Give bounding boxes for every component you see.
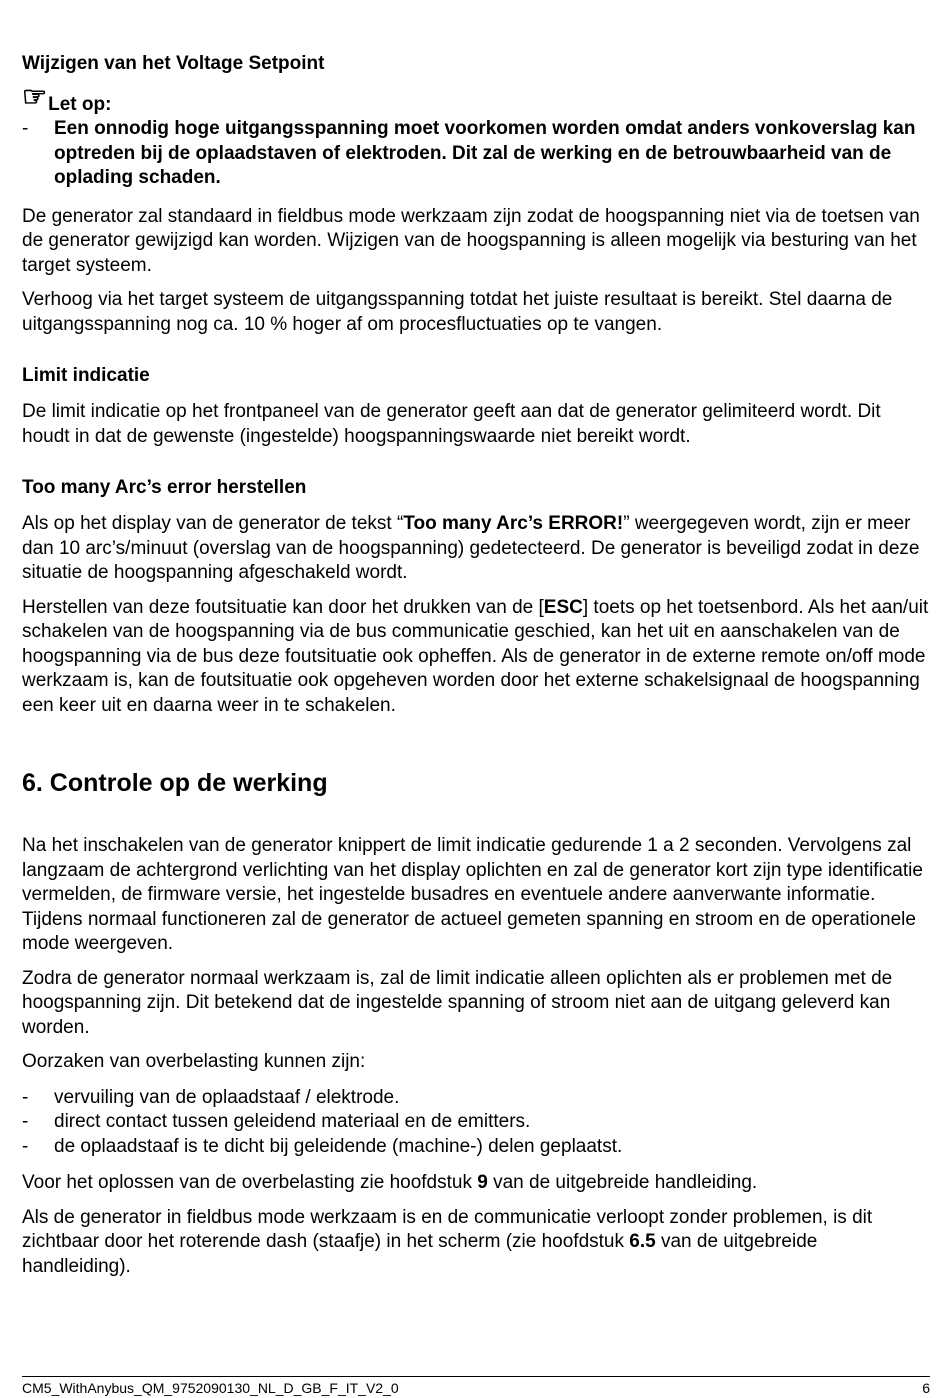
text-run: Voor het oplossen van de overbelasting zie hoofdstuk xyxy=(22,1172,478,1193)
page-footer xyxy=(22,1376,930,1398)
list-item xyxy=(22,1110,930,1135)
causes-list xyxy=(22,1086,930,1160)
note-list xyxy=(22,117,930,191)
note-item xyxy=(22,117,930,191)
list-dash: - xyxy=(22,1135,29,1157)
document-page xyxy=(22,52,930,1279)
error-message-text: Too many Arc’s ERROR! xyxy=(403,513,624,534)
list-item-text: de oplaadstaaf is te dicht bij geleidende (machine-) delen geplaatst. xyxy=(54,1135,623,1157)
section-heading-limit-indicatie: Limit indicatie xyxy=(22,365,150,386)
document-id: CM5_WithAnybus_QM_9752090130_NL_D_GB_F_IT_V2_0 xyxy=(22,1380,399,1396)
esc-key-text: ESC xyxy=(543,596,583,618)
list-dash: - xyxy=(22,1111,29,1132)
page-number: 6 xyxy=(922,1380,930,1396)
paragraph xyxy=(22,596,930,719)
section-heading-voltage-setpoint: Wijzigen van het Voltage Setpoint xyxy=(22,53,325,74)
paragraph: Oorzaken van overbelasting kunnen zijn: xyxy=(22,1051,366,1072)
paragraph: De generator zal standaard in fieldbus mode werkzaam zijn zodat de hoogspanning niet via de toetsen van de generator gewijzigd kan worden. Wijzigen van de hoogspanning is alleen mogelijk via besturing van het target systeem. xyxy=(22,205,920,276)
chapter-reference: 6.5 xyxy=(629,1231,656,1252)
pointing-hand-icon: ☞ xyxy=(22,81,48,112)
list-item xyxy=(22,1086,930,1111)
text-run: Herstellen van deze foutsituatie kan door het drukken van de [ xyxy=(22,596,544,618)
chapter-reference: 9 xyxy=(477,1172,488,1193)
chapter-title: 6. Controle op de werking xyxy=(22,769,328,797)
paragraph xyxy=(22,1206,930,1280)
list-item-text: vervuiling van de oplaadstaaf / elektrode. xyxy=(54,1086,400,1108)
note-item-text: Een onnodig hoge uitgangsspanning moet voorkomen worden omdat anders vonkoverslag kan optreden bij de oplaadstaven of elektroden. Dit zal de werking en de betrouwbaarheid van de oplading schaden. xyxy=(54,118,916,188)
list-dash: - xyxy=(22,118,29,139)
list-item xyxy=(22,1135,930,1160)
paragraph: Na het inschakelen van de generator knippert de limit indicatie gedurende 1 a 2 seconden. Vervolgens zal langzaam de achtergrond verlichting van het display oplichten en zal de generator kort zijn type identificatie vermelden, de firmware versie, het ingestelde busadres en eventuele andere aanverwante informatie. Tijdens normaal functioneren zal de generator de actueel gemeten spanning en stroom en de operationele mode weergeven. xyxy=(22,835,923,954)
paragraph: Verhoog via het target systeem de uitgangsspanning totdat het juiste resultaat is bereikt. Stel daarna de uitgangsspanning nog ca. 10 % hoger af om procesfluctuaties op te vangen. xyxy=(22,289,893,335)
paragraph: De limit indicatie op het frontpaneel van de generator geeft aan dat de generator gelimiteerd wordt. Dit houdt in dat de gewenste (ingestelde) hoogspanningswaarde niet bereikt wordt. xyxy=(22,401,881,447)
paragraph xyxy=(22,512,930,586)
text-run: ” weergegeven wordt, zijn er meer dan 10 arc’s/minuut (overslag van de hoogspanning) gedetecteerd. De generator is beveiligd zodat in deze situatie de hoogspanning afgeschakeld wordt. xyxy=(22,513,920,583)
text-run: ] toets op het toetsenbord. Als het aan/uit schakelen van de hoogspanning via de bus communicatie geschied, kan het uit en aanschakelen van de hoogspanning via de bus deze foutsituatie ook opheffen. Als de generator in de externe remote on/off mode werkzaam is, kan de foutsituatie ook opgeheven worden door het externe schakelsignaal de hoogspanning een keer uit en daarna weer in te schakelen. xyxy=(22,596,929,716)
note-heading xyxy=(22,81,930,116)
text-run: Als op het display van de generator de tekst “ xyxy=(22,513,404,534)
section-heading-too-many-arcs: Too many Arc’s error herstellen xyxy=(22,477,307,498)
text-run: van de uitgebreide handleiding. xyxy=(487,1172,758,1193)
paragraph xyxy=(22,1171,930,1196)
note-label: Let op: xyxy=(48,94,112,115)
paragraph: Zodra de generator normaal werkzaam is, zal de limit indicatie alleen oplichten als er problemen met de hoogspanning zijn. Dit betekend dat de ingestelde spanning of stroom niet aan de uitgang geleverd kan worden. xyxy=(22,967,893,1038)
text-run: Als de generator in fieldbus mode werkzaam is en de communicatie verloopt zonder problemen, is dit zichtbaar door het roterende dash (staafje) in het scherm (zie hoofdstuk xyxy=(22,1206,873,1252)
text-run: van de uitgebreide handleiding). xyxy=(22,1231,818,1277)
list-item-text: direct contact tussen geleidend materiaal en de emitters. xyxy=(54,1111,531,1132)
list-dash: - xyxy=(22,1086,29,1108)
